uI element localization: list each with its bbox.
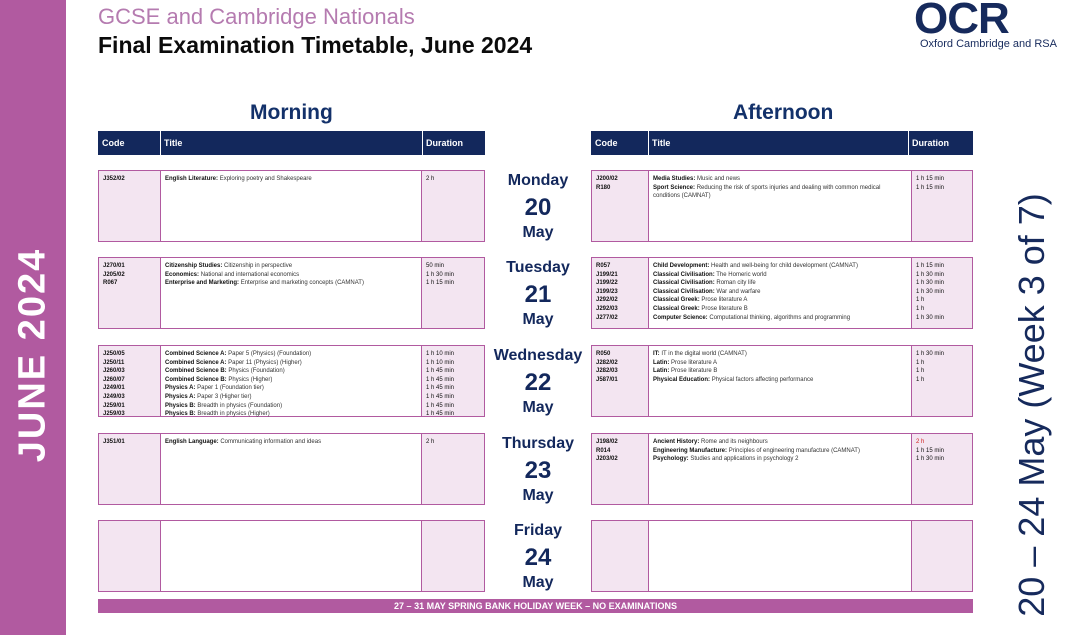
- logo-wordmark: OCR: [914, 0, 1009, 43]
- exam-description: Paper 11 (Physics) (Higher): [228, 359, 302, 366]
- exam-title: [650, 447, 912, 456]
- day-number: 22: [524, 369, 552, 396]
- title-column: [650, 171, 912, 201]
- afternoon-heading: Afternoon: [733, 101, 834, 124]
- exam-subject: Enterprise and Marketing:: [165, 280, 240, 287]
- exam-code: J260/03: [103, 368, 125, 375]
- exam-description: Computational thinking, algorithms and programming: [709, 314, 851, 321]
- exam-subject: Ancient History:: [653, 439, 700, 445]
- exam-description: Health and well-being for child development (CAMNAT): [711, 263, 858, 269]
- exam-subject: Physics B:: [165, 411, 196, 418]
- exam-title: [650, 438, 912, 447]
- day-number: 20: [524, 194, 552, 221]
- exam-subject: Classical Greek:: [653, 305, 700, 312]
- exam-duration: 1 h 30 min: [916, 280, 945, 287]
- exam-code: J292/03: [596, 305, 618, 312]
- duration-column: [421, 258, 484, 328]
- exam-subject: English Literature:: [165, 176, 219, 182]
- title-column: [650, 434, 912, 464]
- exam-duration: 1 h 10 min: [426, 351, 455, 357]
- exam-title: [162, 359, 422, 368]
- day-name: Monday: [507, 172, 569, 189]
- exam-title: [650, 367, 912, 376]
- exam-code: J282/02: [596, 359, 618, 366]
- day-name: Thursday: [501, 435, 574, 452]
- exam-title: [650, 288, 912, 297]
- exam-title: [162, 384, 422, 393]
- exam-title: [650, 376, 912, 385]
- exam-duration: 1 h: [916, 368, 925, 375]
- exam-title: [162, 271, 422, 280]
- exam-title: [162, 262, 422, 271]
- day-label: [488, 259, 588, 329]
- exam-subject: Classical Civilisation:: [653, 280, 715, 287]
- morning-session-block: [98, 257, 485, 329]
- exam-description: Paper 5 (Physics) (Foundation): [228, 351, 312, 357]
- ocr-logo: [914, 0, 1057, 60]
- exam-code: J205/02: [103, 271, 125, 278]
- exam-duration: 2 h: [426, 176, 435, 182]
- exam-description: Prose literature B: [671, 368, 718, 375]
- exam-code: R067: [103, 280, 118, 287]
- duration-column: [911, 171, 972, 241]
- duration-column: [421, 434, 484, 504]
- morning-session-block: [98, 170, 485, 242]
- day-number: 24: [524, 544, 552, 571]
- exam-subject: Combined Science B:: [165, 368, 227, 375]
- duration-column: [421, 521, 484, 591]
- title-column: [162, 521, 422, 525]
- exam-subject: Psychology:: [653, 456, 689, 463]
- exam-duration: 1 h 45 min: [426, 368, 455, 375]
- exam-code: J249/03: [103, 393, 125, 400]
- afternoon-session-block: [591, 257, 973, 329]
- exam-subject: Sport Science:: [653, 184, 696, 191]
- exam-title: [162, 175, 422, 184]
- exam-description: Prose literature A: [701, 297, 748, 304]
- exam-duration: 1 h 15 min: [916, 447, 945, 454]
- exam-title: [650, 305, 912, 314]
- exam-title: [162, 402, 422, 411]
- exam-description: Breadth in physics (Foundation): [197, 402, 283, 409]
- exam-description: Paper 1 (Foundation tier): [197, 385, 264, 392]
- exam-subject: Physical Education:: [653, 376, 711, 383]
- exam-subject: Classical Greek:: [653, 297, 700, 304]
- exam-code: J352/02: [103, 176, 125, 182]
- duration-column: [911, 258, 972, 328]
- exam-code: R057: [596, 263, 611, 269]
- page-subtitle: GCSE and Cambridge Nationals: [98, 4, 415, 29]
- exam-description: Principles of engineering manufacture (CAMNAT): [728, 447, 860, 454]
- exam-title: [650, 455, 912, 464]
- exam-description: Enterprise and marketing concepts (CAMNAT): [240, 280, 364, 287]
- exam-duration: 1 h 15 min: [916, 184, 945, 191]
- exam-duration: 2 h: [916, 439, 925, 445]
- code-column: [99, 171, 161, 241]
- code-column-label: Code: [595, 138, 618, 148]
- code-column: [592, 346, 649, 416]
- exam-code: J351/01: [103, 439, 125, 445]
- exam-subject: Combined Science B:: [165, 376, 227, 383]
- code-column: [99, 434, 161, 504]
- exam-subject: Combined Science A:: [165, 351, 227, 357]
- exam-title: [650, 192, 912, 201]
- day-month: May: [522, 311, 554, 328]
- afternoon-column-header: [591, 131, 973, 155]
- day-month: May: [522, 224, 554, 241]
- code-column: [592, 171, 649, 241]
- exam-title: [650, 271, 912, 280]
- exam-duration: 1 h 45 min: [426, 402, 455, 409]
- exam-subject: Citizenship Studies:: [165, 263, 223, 269]
- exam-code: J199/22: [596, 280, 618, 287]
- exam-subject: Combined Science A:: [165, 359, 227, 366]
- duration-column-label: Duration: [426, 138, 463, 148]
- exam-description: War and warfare: [716, 288, 761, 295]
- exam-duration: 1 h 45 min: [426, 411, 455, 418]
- duration-column: [911, 521, 972, 591]
- exam-description: National and international economics: [200, 271, 300, 278]
- exam-description: Communicating information and ideas: [220, 439, 322, 445]
- exam-code: J259/03: [103, 411, 125, 418]
- exam-code: R014: [596, 447, 611, 454]
- duration-column: [421, 171, 484, 241]
- exam-title: [650, 296, 912, 305]
- exam-description: Exploring poetry and Shakespeare: [219, 176, 312, 182]
- exam-subject: Physics A:: [165, 393, 196, 400]
- exam-code: J587/01: [596, 376, 618, 383]
- exam-duration: 1 h: [916, 297, 925, 304]
- exam-description: Rome and its neighbours: [701, 439, 768, 445]
- logo-tagline: Oxford Cambridge and RSA: [920, 38, 1057, 50]
- exam-description: Music and news: [697, 176, 741, 182]
- code-column: [99, 258, 161, 328]
- exam-subject: Child Development:: [653, 263, 710, 269]
- day-label: [488, 522, 588, 592]
- afternoon-session-block: [591, 345, 973, 417]
- day-label: [488, 347, 588, 417]
- exam-subject: Media Studies:: [653, 176, 696, 182]
- morning-column-header: [98, 131, 485, 155]
- exam-title: [650, 279, 912, 288]
- exam-code: J277/02: [596, 314, 618, 321]
- morning-session-block: [98, 433, 485, 505]
- day-number: 23: [524, 457, 552, 484]
- title-column: [162, 346, 422, 419]
- afternoon-session-block: [591, 170, 973, 242]
- exam-subject: IT:: [653, 351, 660, 357]
- exam-duration: 1 h 45 min: [426, 393, 455, 400]
- exam-code: R180: [596, 184, 611, 191]
- exam-code: J292/02: [596, 297, 618, 304]
- exam-description: Paper 3 (Higher tier): [197, 393, 252, 400]
- code-column: [99, 346, 161, 416]
- exam-duration: 1 h 30 min: [916, 456, 945, 463]
- exam-title: [162, 279, 422, 288]
- exam-subject: English Language:: [165, 439, 219, 445]
- exam-code: J198/02: [596, 439, 618, 445]
- exam-duration: 1 h 10 min: [426, 359, 455, 366]
- exam-duration: 1 h 30 min: [916, 288, 945, 295]
- exam-code: J203/02: [596, 456, 618, 463]
- title-column: [162, 434, 422, 447]
- morning-session-block: [98, 345, 485, 417]
- title-column: [650, 346, 912, 384]
- exam-description: Physical factors affecting performance: [711, 376, 814, 383]
- exam-subject: Engineering Manufacture:: [653, 447, 728, 454]
- exam-duration: 2 h: [426, 439, 435, 445]
- day-number: 21: [524, 281, 552, 308]
- duration-column: [421, 346, 484, 416]
- exam-subject: Physics B:: [165, 402, 196, 409]
- day-name: Wednesday: [493, 347, 583, 364]
- exam-duration: 50 min: [426, 263, 445, 269]
- exam-code: R050: [596, 351, 611, 357]
- exam-subject: Classical Civilisation:: [653, 271, 715, 278]
- exam-duration: 1 h 30 min: [916, 271, 945, 278]
- exam-description: Physics (Foundation): [228, 368, 285, 375]
- exam-duration: 1 h 15 min: [426, 280, 455, 287]
- exam-code: J249/01: [103, 385, 125, 392]
- exam-description: Reducing the risk of sports injuries and dealing with common medical: [696, 184, 881, 191]
- exam-code: J270/01: [103, 263, 125, 269]
- sidebar-month-label: JUNE 2024: [11, 247, 54, 463]
- exam-duration: 1 h 30 min: [916, 351, 945, 357]
- exam-subject: Physics A:: [165, 385, 196, 392]
- exam-title: [650, 184, 912, 193]
- exam-description: Prose literature B: [701, 305, 748, 312]
- exam-description: Roman city life: [716, 280, 756, 287]
- duration-column: [911, 346, 972, 416]
- exam-subject: Classical Civilisation:: [653, 288, 715, 295]
- morning-heading: Morning: [250, 101, 333, 124]
- exam-duration: 1 h 45 min: [426, 376, 455, 383]
- code-column: [99, 521, 161, 591]
- exam-description: Breadth in physics (Higher): [197, 411, 270, 418]
- exam-title: [650, 359, 912, 368]
- exam-description: conditions (CAMNAT): [653, 193, 711, 200]
- exam-title: [162, 438, 422, 447]
- exam-description: Studies and applications in psychology 2: [690, 456, 799, 463]
- holiday-banner: 27 – 31 MAY SPRING BANK HOLIDAY WEEK – NO EXAMINATIONS: [98, 599, 973, 613]
- exam-code: J200/02: [596, 176, 618, 182]
- exam-code: J259/01: [103, 402, 125, 409]
- exam-description: Physics (Higher): [228, 376, 273, 383]
- code-column: [592, 258, 649, 328]
- exam-description: IT in the digital world (CAMNAT): [661, 351, 747, 357]
- code-column: [592, 521, 649, 591]
- exam-title: [650, 175, 912, 184]
- exam-code: J199/23: [596, 288, 618, 295]
- exam-title: [650, 262, 912, 271]
- exam-duration: 1 h 30 min: [426, 271, 455, 278]
- exam-code: J250/05: [103, 351, 125, 357]
- afternoon-session-block: [591, 520, 973, 592]
- exam-title: [162, 350, 422, 359]
- day-month: May: [522, 574, 554, 591]
- exam-duration: 1 h: [916, 305, 925, 312]
- exam-subject: Economics:: [165, 271, 200, 278]
- duration-column: [911, 434, 972, 504]
- morning-session-block: [98, 520, 485, 592]
- exam-code: J199/21: [596, 271, 618, 278]
- exam-duration: 1 h 15 min: [916, 263, 945, 269]
- exam-title: [162, 410, 422, 419]
- exam-duration: 1 h 30 min: [916, 314, 945, 321]
- duration-column-label: Duration: [912, 138, 949, 148]
- day-month: May: [522, 399, 554, 416]
- title-column-label: Title: [652, 138, 671, 148]
- exam-duration: 1 h 45 min: [426, 385, 455, 392]
- exam-duration: 1 h: [916, 376, 925, 383]
- exam-duration: 1 h: [916, 359, 925, 366]
- exam-title: [162, 376, 422, 385]
- sidebar-band: [0, 0, 66, 635]
- code-column: [592, 434, 649, 504]
- exam-title: [162, 393, 422, 402]
- exam-code: J282/03: [596, 368, 618, 375]
- code-column-label: Code: [102, 138, 125, 148]
- title-column: [650, 521, 912, 525]
- title-column-label: Title: [164, 138, 183, 148]
- day-name: Tuesday: [506, 259, 570, 276]
- page-title: Final Examination Timetable, June 2024: [98, 32, 533, 58]
- exam-subject: Latin:: [653, 359, 670, 366]
- exam-description: Citizenship in perspective: [224, 263, 293, 269]
- title-column: [162, 258, 422, 288]
- exam-title: [650, 314, 912, 323]
- day-label: [488, 172, 588, 242]
- day-label: [488, 435, 588, 505]
- exam-code: J250/11: [103, 359, 125, 366]
- exam-subject: Computer Science:: [653, 314, 708, 321]
- exam-title: [650, 350, 912, 359]
- day-month: May: [522, 487, 554, 504]
- title-column: [650, 258, 912, 322]
- title-column: [162, 171, 422, 184]
- week-label: 20 – 24 May (Week 3 of 7): [1011, 193, 1052, 617]
- exam-subject: Latin:: [653, 368, 670, 375]
- exam-description: Prose literature A: [671, 359, 718, 366]
- exam-code: J260/07: [103, 376, 125, 383]
- exam-title: [162, 367, 422, 376]
- day-name: Friday: [513, 522, 562, 539]
- exam-description: The Homeric world: [716, 271, 767, 278]
- afternoon-session-block: [591, 433, 973, 505]
- exam-duration: 1 h 15 min: [916, 176, 945, 182]
